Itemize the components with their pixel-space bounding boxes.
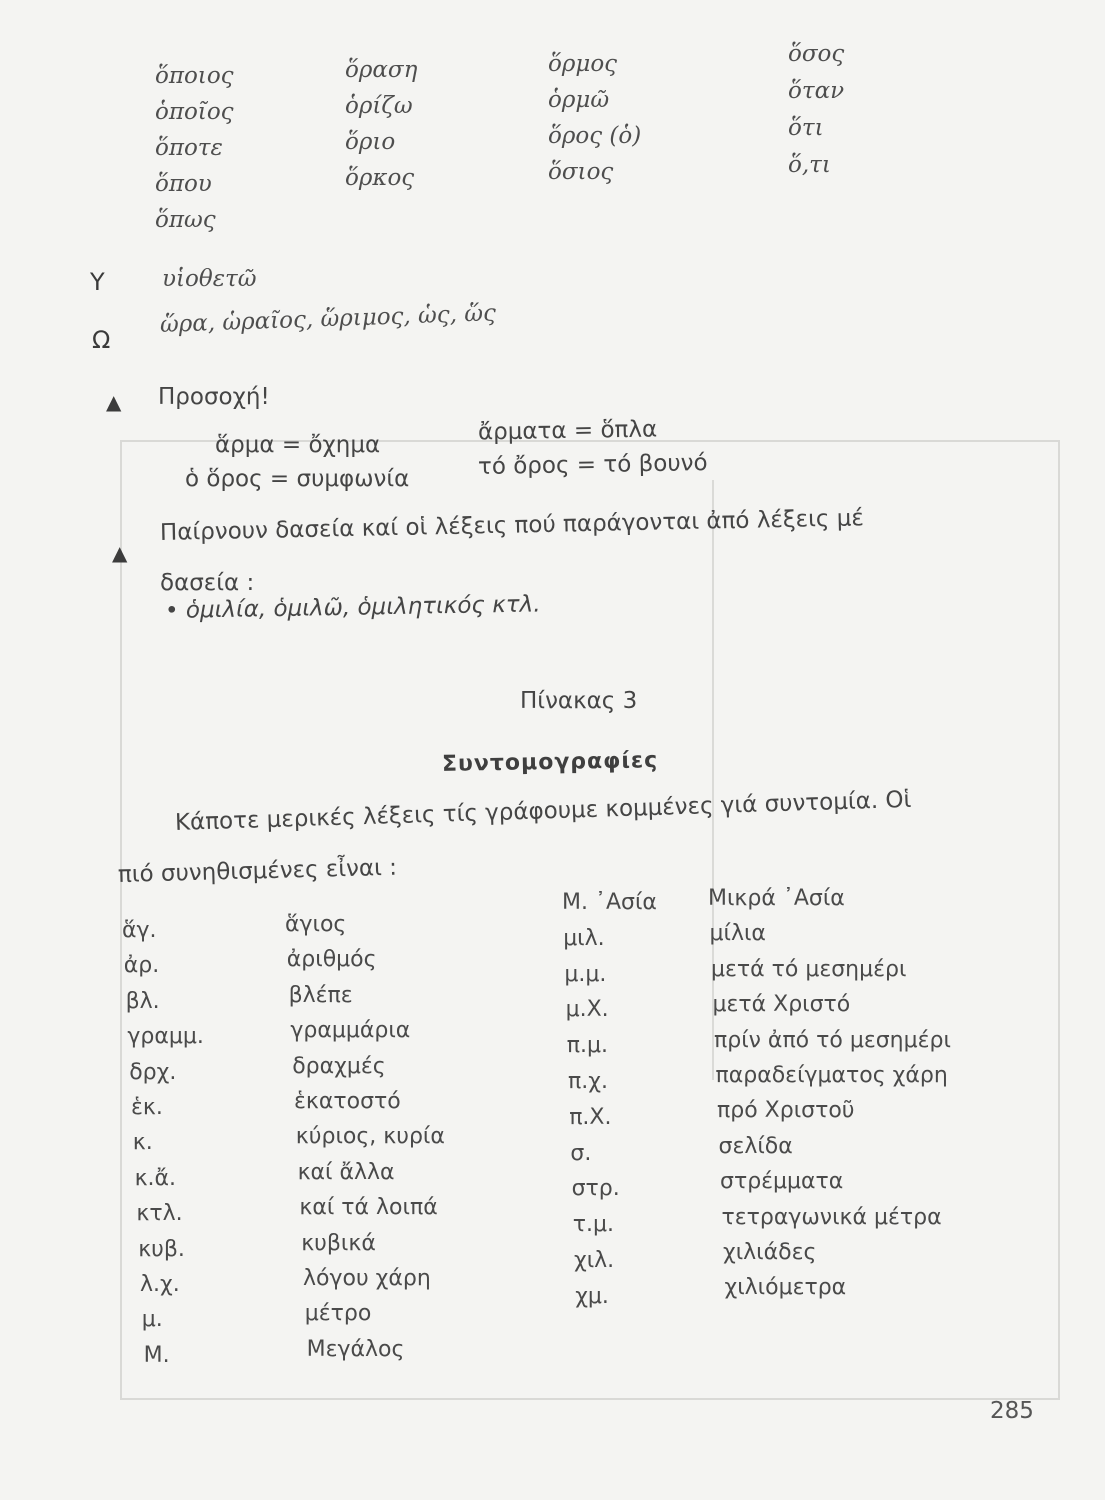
abbreviation: χμ.	[575, 1283, 609, 1309]
abbreviation-meaning: ἑκατοστό	[294, 1089, 401, 1114]
abbreviation-meaning: πρό Χριστοῦ	[717, 1098, 855, 1124]
abbreviation: σ.	[570, 1140, 592, 1166]
abbreviation-meaning: παραδείγματος χάρη	[715, 1063, 948, 1088]
intro-line-2: πιό συνηθισμένες εἶναι :	[117, 854, 398, 888]
upsilon-words: υἱοθετῶ	[162, 266, 257, 292]
word: ὅραση	[345, 57, 418, 83]
attention-right-1: ἄρματα = ὅπλα	[477, 416, 658, 446]
word: ὅπου	[155, 171, 212, 197]
abbreviation: γραμμ.	[127, 1024, 204, 1050]
word: ὁρίζω	[345, 93, 413, 119]
attention-triangle-icon: ▲	[106, 390, 122, 414]
rule-triangle-icon: ▲	[112, 541, 128, 565]
abbreviation: στρ.	[571, 1176, 620, 1202]
abbreviation-meaning: Μικρά ᾿Ασία	[708, 886, 845, 911]
word: ὅσιος	[548, 159, 614, 185]
abbreviation: π.μ.	[566, 1033, 609, 1059]
word-column-1	[155, 58, 234, 238]
abbreviation: δρχ.	[129, 1059, 177, 1085]
table-label: Πίνακας 3	[520, 688, 638, 714]
abbreviation-meaning: ἅγιος	[285, 912, 347, 937]
word: ὅρκος	[345, 165, 415, 191]
word: ὅποιος	[155, 63, 234, 89]
abbreviation-meaning: γραμμάρια	[290, 1018, 411, 1044]
abbreviation: μ.	[141, 1307, 163, 1333]
attention-left-1: ἅρμα = ὄχημα	[215, 432, 381, 458]
attention-heading: Προσοχή!	[158, 384, 270, 410]
abbreviation: κ.	[132, 1130, 153, 1156]
word: ὅρος (ὁ)	[548, 123, 642, 149]
word: ὅποτε	[155, 135, 223, 161]
attention-right-2: τό ὄρος = τό βουνό	[477, 449, 708, 481]
abbreviation-meaning: μίλια	[709, 921, 766, 947]
abbreviation: βλ.	[125, 988, 160, 1014]
abbreviation: κυβ.	[138, 1236, 185, 1262]
abbreviation: ἅγ.	[122, 918, 157, 943]
word: ὅ,τι	[788, 152, 831, 178]
abbreviation: κτλ.	[136, 1201, 183, 1227]
abbreviation: π.Χ.	[569, 1104, 612, 1130]
abbreviation-meaning: στρέμματα	[720, 1169, 844, 1195]
abbreviation-meaning: βλέπε	[288, 982, 353, 1008]
abbreviation-meaning: χιλιόμετρα	[724, 1275, 847, 1301]
word-column-2	[345, 52, 417, 196]
abbreviation-meaning: μετά τό μεσημέρι	[711, 956, 907, 982]
word: ὅσος	[788, 41, 845, 67]
abbreviation: μ.Χ.	[565, 997, 609, 1023]
section-letter-omega: Ω	[92, 326, 111, 354]
abbreviation: μ.μ.	[564, 961, 607, 987]
abbreviation-meaning: χιλιάδες	[723, 1240, 817, 1265]
table-title: Συντομογραφίες	[441, 748, 659, 777]
abbreviation: π.χ.	[568, 1069, 608, 1094]
abbreviation-meaning: μέτρο	[304, 1301, 372, 1327]
rule-example: • ὁμιλία, ὁμιλῶ, ὁμιλητικός κτλ.	[164, 591, 541, 624]
word-column-4	[788, 36, 844, 184]
abbreviation-meaning: κυβικά	[301, 1230, 376, 1256]
abbreviation-meaning: δραχμές	[292, 1053, 386, 1079]
abbreviation-meaning: τετραγωνικά μέτρα	[721, 1204, 942, 1230]
intro-line-1: Κάποτε μερικές λέξεις τίς γράφουμε κομμένες γιά συντομία. Οἱ	[174, 786, 912, 836]
abbreviation-meaning: λόγου χάρη	[303, 1266, 431, 1291]
section-letter-upsilon: Υ	[90, 268, 105, 296]
word: ὅπως	[155, 207, 216, 233]
page-number: 285	[990, 1398, 1034, 1424]
abbreviation: ἀρ.	[123, 953, 160, 979]
abbreviation-meaning: σελίδα	[718, 1133, 793, 1159]
abbreviation: λ.χ.	[140, 1272, 180, 1297]
abbreviation-meaning: κύριος, κυρία	[295, 1124, 445, 1150]
abbreviation: ἑκ.	[131, 1095, 163, 1120]
abbreviation-meaning: ἀριθμός	[286, 947, 377, 973]
bleed-through-divider	[712, 480, 714, 1080]
attention-left-2: ὁ ὅρος = συμφωνία	[185, 466, 410, 492]
word: ὅριο	[345, 129, 396, 155]
abbreviation: μιλ.	[563, 925, 605, 951]
rule-line-2: δασεία :	[160, 570, 255, 596]
word: ὅταν	[788, 78, 845, 104]
word: ὁρμῶ	[548, 87, 610, 113]
abbreviation: Μ. ᾿Ασία	[562, 890, 657, 915]
word-column-3	[548, 46, 641, 190]
abbreviation-meaning: καί ἄλλα	[297, 1159, 395, 1185]
word: ὁποῖος	[155, 99, 234, 125]
abbreviation-meaning: μετά Χριστό	[712, 992, 851, 1018]
abbreviation: τ.μ.	[572, 1212, 615, 1238]
word: ὅρμος	[548, 51, 618, 77]
word: ὅτι	[788, 115, 824, 141]
abbreviation: κ.ἄ.	[134, 1165, 177, 1191]
abbreviation-meaning: πρίν ἀπό τό μεσημέρι	[714, 1027, 951, 1053]
abbreviation-meaning: καί τά λοιπά	[299, 1195, 438, 1221]
abbreviation: χιλ.	[574, 1248, 615, 1273]
abbreviation-meaning: Μεγάλος	[306, 1336, 405, 1362]
abbreviation: Μ.	[143, 1342, 170, 1368]
rule-line-1: Παίρνουν δασεία καί οἱ λέξεις πού παράγονται ἀπό λέξεις μέ	[159, 505, 865, 546]
omega-words: ὥρα, ὡραῖος, ὥριμος, ὡς, ὥς	[159, 300, 497, 338]
